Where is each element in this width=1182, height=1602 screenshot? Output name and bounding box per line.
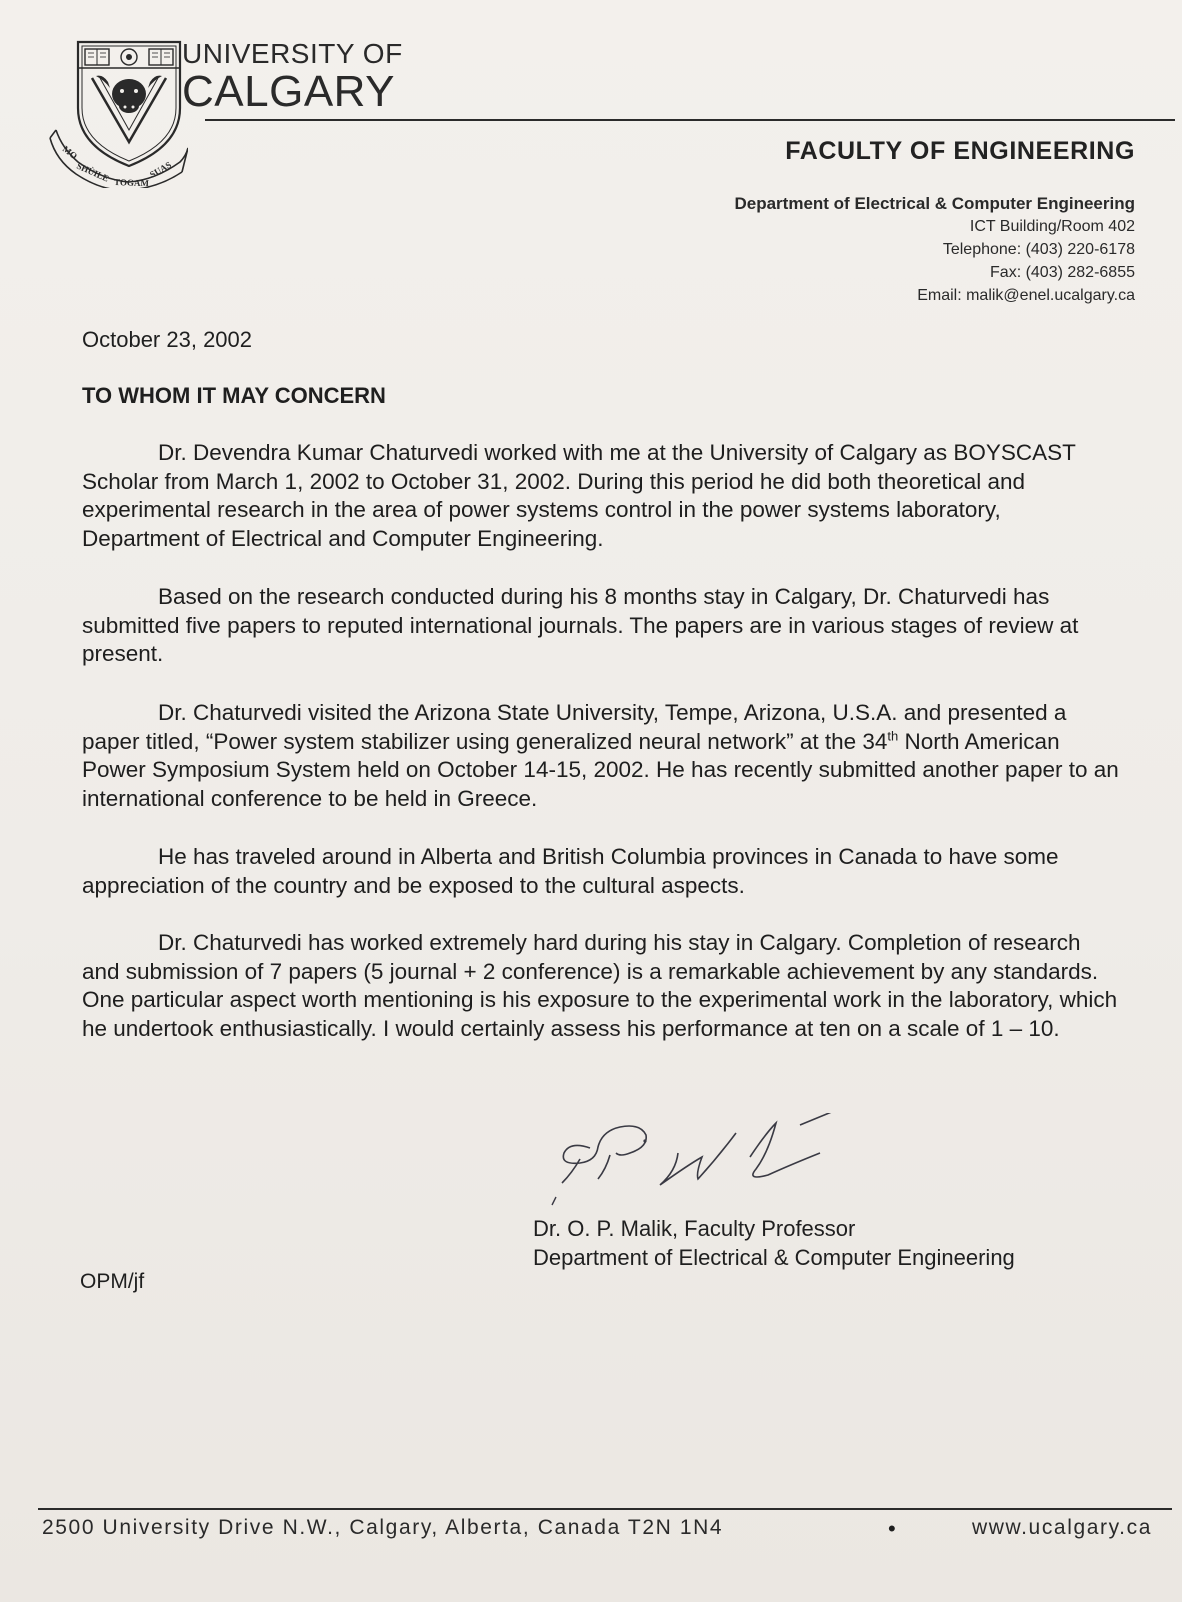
handwritten-signature — [550, 1113, 870, 1223]
svg-text:TOGAM: TOGAM — [113, 177, 150, 188]
ordinal-suffix: th — [887, 728, 899, 743]
email: Email: malik@enel.ucalgary.ca — [917, 287, 1135, 304]
paragraph-4: He has traveled around in Alberta and British Columbia provinces in Canada to have some appreciation of the country and be exposed to the cultural aspects. — [82, 844, 1059, 898]
paragraph-3 — [82, 699, 1122, 813]
paragraph-3-part-2: North American Power Symposium System held on October 14-15, 2002. He has recently submitted another paper to an international conference to be held in Greece. — [82, 728, 1119, 811]
university-crest-logo — [48, 38, 188, 188]
svg-text:SUAS: SUAS — [148, 159, 173, 180]
university-name — [182, 40, 403, 114]
footer-website: www.ucalgary.ca — [971, 1516, 1152, 1539]
salutation: TO WHOM IT MAY CONCERN — [82, 383, 386, 408]
paragraph-3-part-1: Dr. Chaturvedi visited the Arizona State University, Tempe, Arizona, U.S.A. and presented a paper titled, “Power system stabilizer using generalized neural network” at the 34 — [82, 700, 1067, 754]
paragraph-2: Based on the research conducted during his 8 months stay in Calgary, Dr. Chaturvedi has submitted five papers to reputed international journals. The papers are in various stages of review at present. — [82, 584, 1079, 666]
reference-initials: OPM/jf — [80, 1270, 145, 1293]
letter-date: October 23, 2002 — [82, 327, 253, 352]
telephone: Telephone: (403) 220-6178 — [942, 241, 1135, 258]
footer-address: 2500 University Drive N.W., Calgary, Alberta, Canada T2N 1N4 — [42, 1516, 724, 1539]
department-contact-block — [734, 192, 1135, 307]
signer-name: Dr. O. P. Malik, Faculty Professor — [533, 1216, 856, 1241]
university-name-line1: UNIVERSITY OF — [182, 38, 403, 69]
svg-text:SHÙILE: SHÙILE — [75, 160, 111, 184]
signer-block — [533, 1214, 1015, 1272]
faculty-title: FACULTY OF ENGINEERING — [785, 137, 1135, 165]
paragraph-5: Dr. Chaturvedi has worked extremely hard during his stay in Calgary. Completion of research and submission of 7 papers (5 journal + 2 conference) is a remarkable achievement by any standards. One particular aspect worth mentioning is his exposure to the experimental work in the laboratory, which he undertook enthusiastically. I would certainly assess his performance at ten on a scale of 1 – 10. — [82, 930, 1118, 1041]
svg-text:MO: MO — [60, 143, 80, 162]
fax: Fax: (403) 282-6855 — [990, 264, 1135, 281]
building-room: ICT Building/Room 402 — [969, 218, 1135, 235]
signer-department: Department of Electrical & Computer Engineering — [533, 1245, 1015, 1270]
footer-bullet: • — [888, 1516, 896, 1541]
paragraph-1: Dr. Devendra Kumar Chaturvedi worked with me at the University of Calgary as BOYSCAST Scholar from March 1, 2002 to October 31, 2002. During this period he did both theoretical and experimental research in the area of power systems control in the power systems laboratory, Department of Electrical and Computer Engineering. — [82, 440, 1076, 551]
department-name: Department of Electrical & Computer Engineering — [734, 194, 1135, 213]
header-divider — [205, 119, 1175, 121]
university-name-line2: CALGARY — [182, 67, 395, 116]
footer-divider — [38, 1508, 1172, 1510]
